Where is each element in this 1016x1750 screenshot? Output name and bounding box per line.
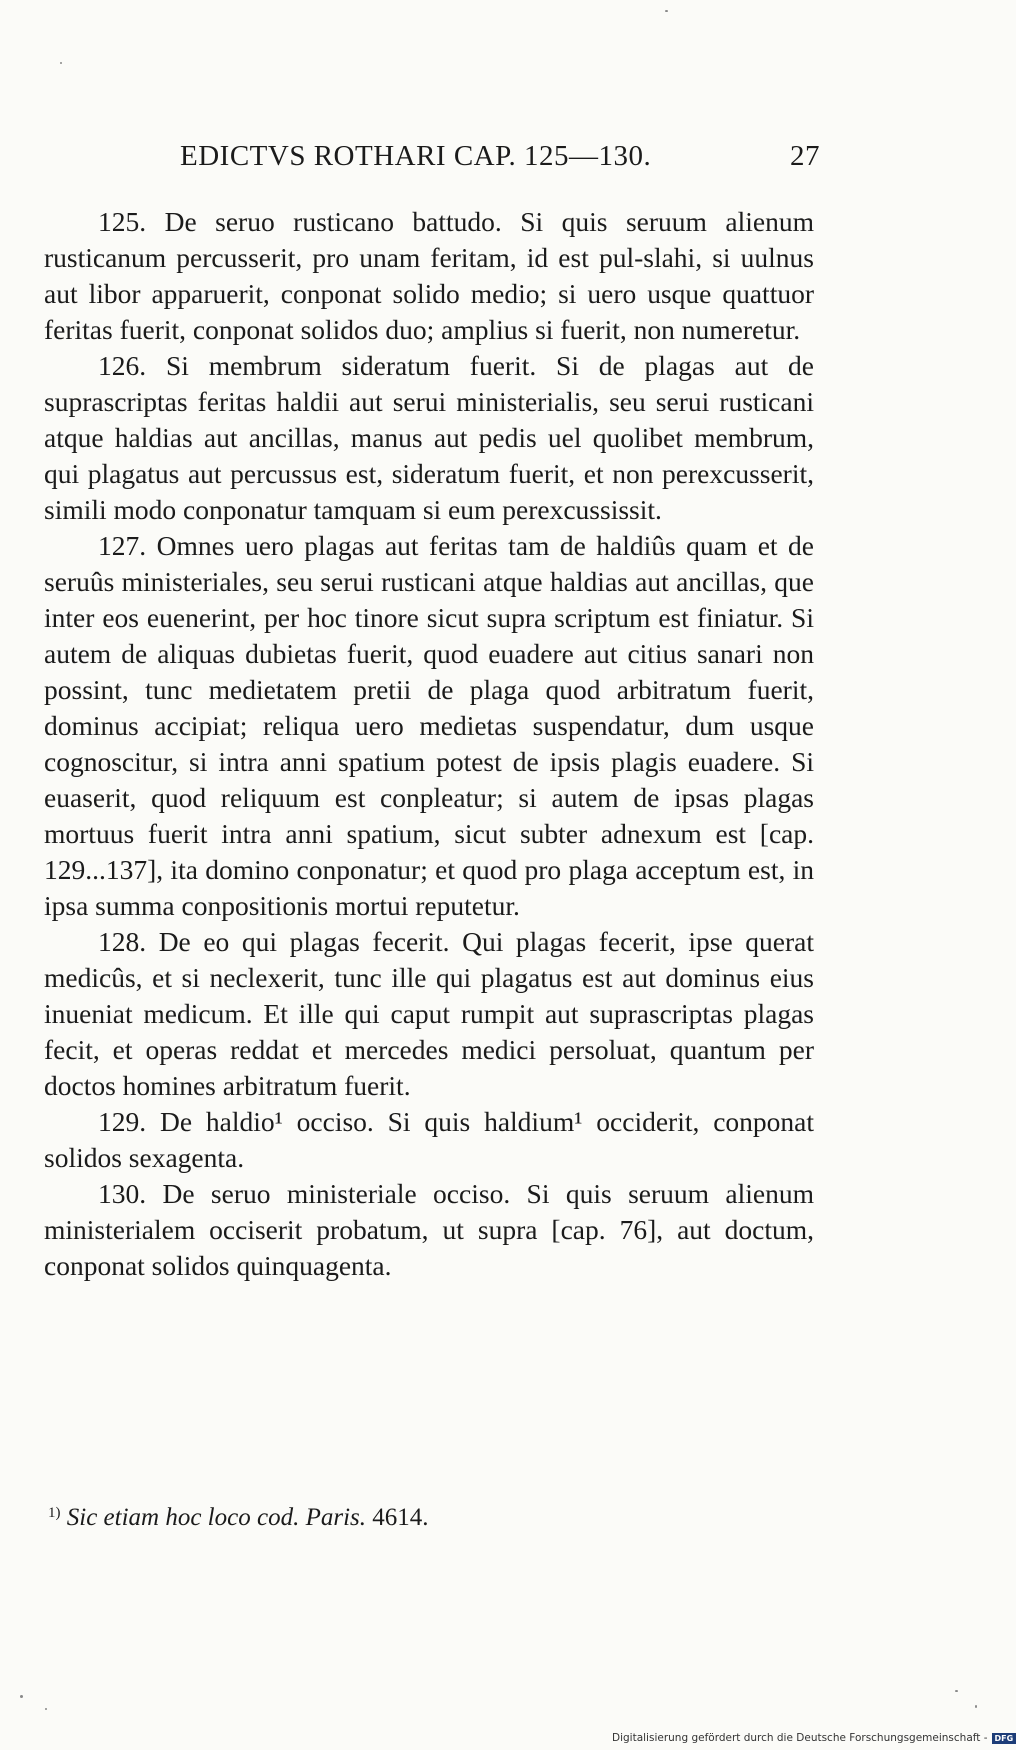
paragraph-129: 129. De haldio¹ occiso. Si quis haldium¹ occiderit, conponat solidos sexagenta. [44,1106,814,1173]
credit-text: Digitalisierung gefördert durch die Deutsche Forschungsgemeinschaft - [612,1732,988,1744]
footnote-number: 4614. [372,1504,429,1531]
page-number: 27 [790,140,820,172]
running-title: EDICTVS ROTHARI CAP. 125—130. [180,140,652,172]
footnote [48,1504,429,1532]
running-header [180,140,820,173]
paper-speck [20,1695,23,1698]
dfg-logo-icon: DFG [992,1733,1016,1744]
paragraph-128: 128. De eo qui plagas fecerit. Qui plagas fecerit, ipse querat medicûs, et si neclexerit, tunc ille qui plagatus est aut dominus eius inueniat medicum. Et ille qui caput rumpit aut suprascriptas plagas fecit, et operas reddat et mercedes medici persoluat, quantum per doctos homines arbitratum fuerit. [44,926,814,1101]
footnote-text: Sic etiam hoc loco cod. Paris. [66,1504,366,1531]
paragraph-126: 126. Si membrum sideratum fuerit. Si de plagas aut de suprascriptas feritas haldii aut serui ministerialis, seu serui rusticani atque haldias aut ancillas, manus aut pedis uel quolibet membrum, qui plagatus aut percussus est, sideratum fuerit, et non perexcusserit, simili modo conponatur tamquam si eum perexcussissit. [44,350,814,525]
paper-speck [45,1708,47,1710]
paragraph-125: 125. De seruo rusticano battudo. Si quis seruum alienum rusticanum percusserit, pro unam feritam, id est pul-slahi, si uulnus aut libor apparuerit, conponat solido medio; si uero usque quattuor feritas fuerit, conponat solidos duo; amplius si fuerit, non numeretur. [44,206,814,345]
paragraph-127: 127. Omnes uero plagas aut feritas tam de haldiûs quam et de seruûs ministeriales, seu serui rusticani atque haldias aut ancillas, que inter eos euenerint, per hoc tinore sicut supra scriptum est finiatur. Si autem de aliquas dubietas fuerit, quod euadere aut citius sanari non possint, tunc medietatem pretii de plaga quod arbitratum fuerit, dominus accipiat; reliqua uero medietas suspendatur, dum usque cognoscitur, si intra anni spatium potest de ipsis plagis euadere. Si euaserit, quod reliquum est conpleatur; si autem de ipsas plagas mortuus fuerit intra anni spatium, sicut subter adnexum est [cap. 129...137], ita domino conponatur; et quod pro plaga acceptum est, in ipsa summa conpositionis mortui reputetur. [44,530,814,921]
paper-speck [955,1690,958,1692]
paragraph-130: 130. De seruo ministeriale occiso. Si quis seruum alienum ministerialem occiserit probatum, ut supra [cap. 76], aut doctum, conponat solidos quinquagenta. [44,1178,814,1281]
paper-speck [665,10,668,12]
footnote-marker: 1) [48,1505,61,1521]
page-body [44,204,814,1284]
paper-speck [975,1705,977,1708]
paper-speck [60,62,62,64]
digitization-credit [612,1732,1016,1744]
